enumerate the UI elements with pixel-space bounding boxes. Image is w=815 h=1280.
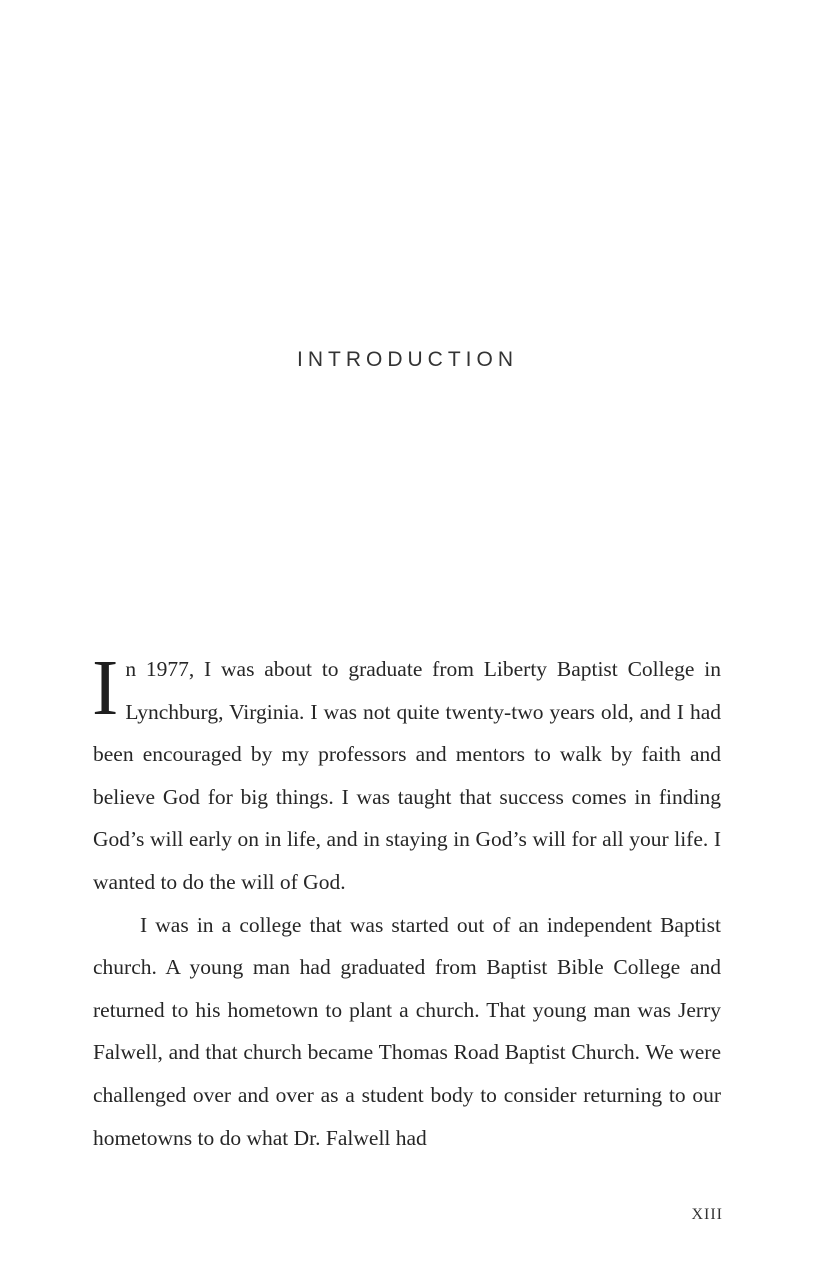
chapter-title: INTRODUCTION	[297, 348, 518, 371]
drop-cap: I	[92, 645, 119, 732]
page-number: XIII	[691, 1206, 723, 1223]
paragraph-1-text: n 1977, I was about to graduate from Liberty Baptist College in Lynchburg, Virginia. I was not quite twenty-two years old, and I had been encouraged by my professors and mentors to walk by faith and believe God for big things. I was taught that success comes in finding God’s will early on in life, and in staying in God’s will for all your life. I wanted to do the will of God.	[93, 657, 721, 894]
paragraph-2: I was in a college that was started out of an independent Baptist church. A young man had graduated from Baptist Bible College and returned to his hometown to plant a church. That young man was Jerry Falwell, and that church became Thomas Road Baptist Church. We were challenged over and over as a student body to consider returning to our hometowns to do what Dr. Falwell had	[93, 912, 721, 1150]
body-text	[92, 645, 721, 1159]
paragraph-1	[92, 645, 721, 904]
